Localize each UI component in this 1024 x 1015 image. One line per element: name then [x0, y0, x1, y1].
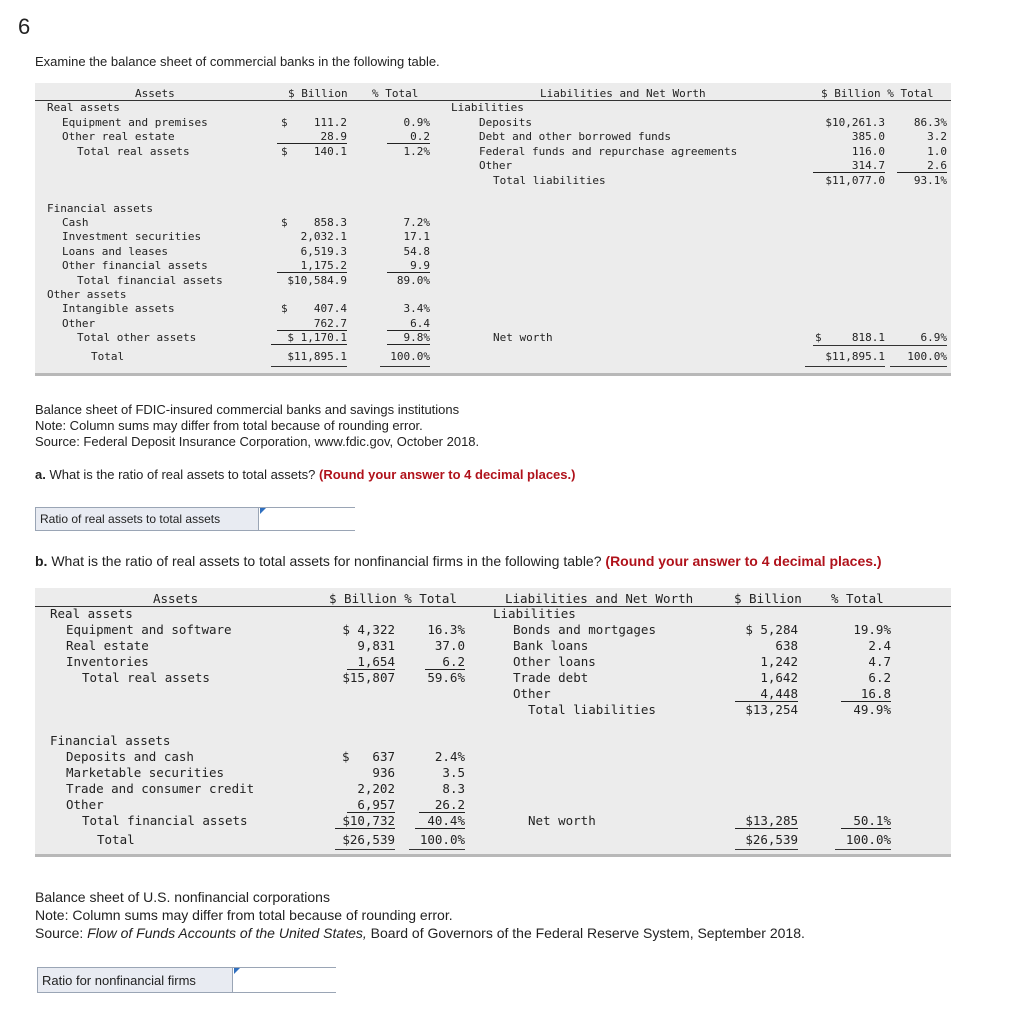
caption2-source-prefix: Source: — [35, 925, 88, 941]
double-rule — [409, 849, 465, 850]
dollar-sign: $ — [342, 749, 350, 764]
cell-pct: 6.9% — [920, 331, 947, 344]
cell-pct: 16.3% — [427, 622, 465, 637]
net-worth-rule — [813, 345, 947, 346]
caption2-source-rest: Board of Governors of the Federal Reserve System, September 2018. — [366, 925, 805, 941]
double-rule — [890, 366, 947, 367]
input-flag-icon — [234, 968, 240, 974]
row-label: Other — [479, 159, 513, 172]
answer-b-input[interactable] — [234, 968, 339, 992]
caption2-line2: Note: Column sums may differ from total because of rounding error. — [35, 907, 453, 923]
cell-value: $ 1,170.1 — [271, 331, 347, 345]
section-financial-assets: Financial assets — [47, 202, 153, 215]
cell-value: $13,254 — [745, 702, 798, 717]
cell-value: $26,539 — [342, 832, 395, 847]
col-header-billion: $ Billion — [288, 87, 348, 100]
cell-pct: 9.8% — [387, 331, 430, 345]
row-label: Equipment and premises — [62, 116, 208, 129]
row-label: Other — [62, 317, 96, 330]
row-label: Total liabilities — [493, 174, 606, 187]
dollar-sign: $ — [281, 116, 288, 129]
cell-pct: 3.2 — [927, 130, 947, 143]
question-b — [35, 553, 882, 569]
question-number: 6 — [18, 14, 31, 39]
answer-b-label: Ratio for nonfinancial firms — [38, 968, 233, 992]
cell-pct: 100.0% — [419, 832, 465, 847]
cell-value: $10,732 — [335, 813, 395, 829]
row-label-total: Total — [97, 832, 135, 847]
cell-value: $11,895.1 — [287, 350, 347, 363]
double-rule — [271, 366, 347, 367]
cell-pct: 0.9% — [403, 116, 430, 129]
row-label: Total liabilities — [528, 702, 656, 717]
cell-value: 637 — [372, 749, 395, 764]
row-label: Deposits — [479, 116, 532, 129]
row-label: Other — [66, 797, 104, 812]
cell-value: $15,807 — [342, 670, 395, 685]
row-label: Other financial assets — [62, 259, 208, 272]
intro-text: Examine the balance sheet of commercial banks in the following table. — [35, 54, 440, 69]
cell-pct: 100.0% — [390, 350, 430, 363]
row-label: Inventories — [66, 654, 149, 669]
cell-pct: 2.4% — [434, 749, 465, 764]
cell-pct: 6.2 — [868, 670, 891, 685]
cell-pct: 54.8 — [403, 245, 430, 258]
caption1-line2: Note: Column sums may differ from total because of rounding error. — [35, 418, 423, 433]
cell-value: 762.7 — [277, 317, 347, 331]
col-header-billion-total: $ Billion % Total — [821, 87, 934, 100]
cell-value: 1,642 — [760, 670, 798, 685]
row-label: Other real estate — [62, 130, 175, 143]
row-label: Cash — [62, 216, 89, 229]
dollar-sign: $ — [815, 331, 822, 344]
double-rule — [335, 849, 395, 850]
caption1-line1: Balance sheet of FDIC-insured commercial banks and savings institutions — [35, 402, 460, 417]
row-label: Other — [513, 686, 551, 701]
row-label: Net worth — [528, 813, 596, 828]
cell-value: 638 — [775, 638, 798, 653]
row-label: Bank loans — [513, 638, 589, 653]
cell-pct: 59.6% — [427, 670, 465, 685]
row-label: Total real assets — [82, 670, 210, 685]
cell-value: $11,077.0 — [825, 174, 885, 187]
row-label: Total other assets — [77, 331, 197, 344]
row-label: Debt and other borrowed funds — [479, 130, 672, 143]
cell-pct: 1.2% — [403, 145, 430, 158]
row-label: Trade debt — [513, 670, 589, 685]
cell-value: 2,202 — [357, 781, 395, 796]
cell-pct: 3.4% — [403, 302, 430, 315]
cell-value: 314.7 — [813, 159, 885, 173]
cell-value: 6,957 — [347, 797, 395, 813]
question-a-note: (Round your answer to 4 decimal places.) — [319, 467, 576, 482]
row-label: Total financial assets — [82, 813, 248, 828]
cell-value: $11,895.1 — [825, 350, 885, 363]
row-label: Other loans — [513, 654, 596, 669]
col-header-liabilities: Liabilities and Net Worth — [540, 87, 706, 100]
dollar-sign: $ — [281, 216, 288, 229]
question-a-text: What is the ratio of real assets to total assets? — [49, 467, 316, 482]
row-label-total: Total — [91, 350, 125, 363]
col-header-assets: Assets — [135, 87, 175, 100]
caption2-line3 — [35, 925, 805, 941]
col-header-total: % Total — [372, 87, 419, 100]
row-label: Federal funds and repurchase agreements — [479, 145, 738, 158]
cell-pct: 7.2% — [403, 216, 430, 229]
dollar-sign: $ — [281, 145, 288, 158]
cell-pct: 49.9% — [853, 702, 891, 717]
question-b-text: What is the ratio of real assets to total assets for nonfinancial firms in the following table? — [51, 553, 602, 569]
answer-a-label: Ratio of real assets to total assets — [36, 508, 259, 530]
cell-pct: 17.1 — [403, 230, 430, 243]
row-label: Net worth — [493, 331, 553, 344]
cell-value: 1,242 — [760, 654, 798, 669]
cell-value: $13,285 — [735, 813, 798, 829]
cell-pct: 100.0% — [907, 350, 947, 363]
double-rule — [805, 366, 885, 367]
cell-value: $10,261.3 — [825, 116, 885, 129]
cell-pct: 100.0% — [845, 832, 891, 847]
row-label: Bonds and mortgages — [513, 622, 656, 637]
double-rule — [380, 366, 430, 367]
col-header-liabilities: Liabilities and Net Worth — [505, 591, 694, 606]
cell-pct: 86.3% — [913, 116, 947, 129]
cell-value: $ 5,284 — [745, 622, 798, 637]
section-real-assets: Real assets — [50, 606, 133, 621]
question-a — [35, 467, 575, 482]
cell-value: 111.2 — [313, 116, 347, 129]
cell-pct: 6.2 — [425, 654, 465, 670]
cell-value: 28.9 — [277, 130, 347, 144]
section-liabilities: Liabilities — [451, 101, 524, 114]
section-financial-assets: Financial assets — [50, 733, 171, 748]
cell-value: 140.1 — [313, 145, 347, 158]
row-label: Real estate — [66, 638, 149, 653]
col-header-total: % Total — [831, 591, 884, 606]
question-b-note: (Round your answer to 4 decimal places.) — [605, 553, 882, 569]
input-flag-icon — [260, 508, 266, 514]
cell-pct: 16.8 — [841, 686, 891, 702]
cell-value: 116.0 — [851, 145, 885, 158]
cell-value: 407.4 — [313, 302, 347, 315]
answer-row-a — [35, 507, 355, 531]
row-label: Total real assets — [77, 145, 190, 158]
cell-value: 4,448 — [735, 686, 798, 702]
col-header-billion-total: $ Billion % Total — [329, 591, 457, 606]
cell-pct: 9.9 — [387, 259, 430, 273]
double-rule — [735, 849, 798, 850]
double-rule — [835, 849, 891, 850]
dollar-sign: $ — [281, 302, 288, 315]
caption1-line3: Source: Federal Deposit Insurance Corporation, www.fdic.gov, October 2018. — [35, 434, 480, 449]
cell-pct: 37.0 — [434, 638, 465, 653]
cell-pct: 93.1% — [913, 174, 947, 187]
cell-value: 818.1 — [851, 331, 885, 344]
bank-balance-sheet-table — [35, 83, 951, 373]
caption2-line1: Balance sheet of U.S. nonfinancial corporations — [35, 889, 330, 905]
row-label: Equipment and software — [66, 622, 232, 637]
row-label: Total financial assets — [77, 274, 223, 287]
cell-value: 2,032.1 — [300, 230, 347, 243]
answer-a-input[interactable] — [260, 508, 358, 530]
cell-pct: 26.2 — [419, 797, 465, 813]
cell-pct: 4.7 — [868, 654, 891, 669]
cell-value: 858.3 — [313, 216, 347, 229]
row-label: Loans and leases — [62, 245, 168, 258]
cell-value: 6,519.3 — [300, 245, 347, 258]
row-label: Trade and consumer credit — [66, 781, 255, 796]
cell-value: 385.0 — [851, 130, 885, 143]
cell-value: 1,175.2 — [277, 259, 347, 273]
cell-pct: 2.4 — [868, 638, 891, 653]
cell-pct: 3.5 — [442, 765, 465, 780]
cell-pct: 50.1% — [841, 813, 891, 829]
cell-value: $10,584.9 — [287, 274, 347, 287]
row-label: Intangible assets — [62, 302, 175, 315]
row-label: Investment securities — [62, 230, 202, 243]
nonfinancial-balance-sheet-table — [35, 588, 951, 854]
table-bottom-bar — [35, 854, 951, 857]
col-header-assets: Assets — [153, 591, 199, 606]
cell-pct: 89.0% — [396, 274, 430, 287]
cell-pct: 8.3 — [442, 781, 465, 796]
cell-value: $26,539 — [745, 832, 798, 847]
section-other-assets: Other assets — [47, 288, 127, 301]
row-label: Marketable securities — [66, 765, 225, 780]
section-real-assets: Real assets — [47, 101, 120, 114]
col-header-billion: $ Billion — [734, 591, 802, 606]
question-a-letter: a. — [35, 467, 46, 482]
cell-pct: 40.4% — [415, 813, 465, 829]
cell-pct: 0.2 — [387, 130, 430, 144]
cell-pct: 6.4 — [387, 317, 430, 331]
cell-value: $ 4,322 — [342, 622, 395, 637]
cell-value: 936 — [372, 765, 395, 780]
table-bottom-bar — [35, 373, 951, 376]
caption2-source-title: Flow of Funds Accounts of the United States, — [87, 925, 367, 941]
cell-pct: 2.6 — [897, 159, 947, 173]
answer-row-b — [37, 967, 336, 993]
question-b-letter: b. — [35, 553, 48, 569]
cell-pct: 1.0 — [927, 145, 947, 158]
cell-pct: 19.9% — [853, 622, 891, 637]
cell-value: 9,831 — [357, 638, 395, 653]
cell-value: 1,654 — [347, 654, 395, 670]
row-label: Deposits and cash — [66, 749, 194, 764]
section-liabilities: Liabilities — [493, 606, 576, 621]
